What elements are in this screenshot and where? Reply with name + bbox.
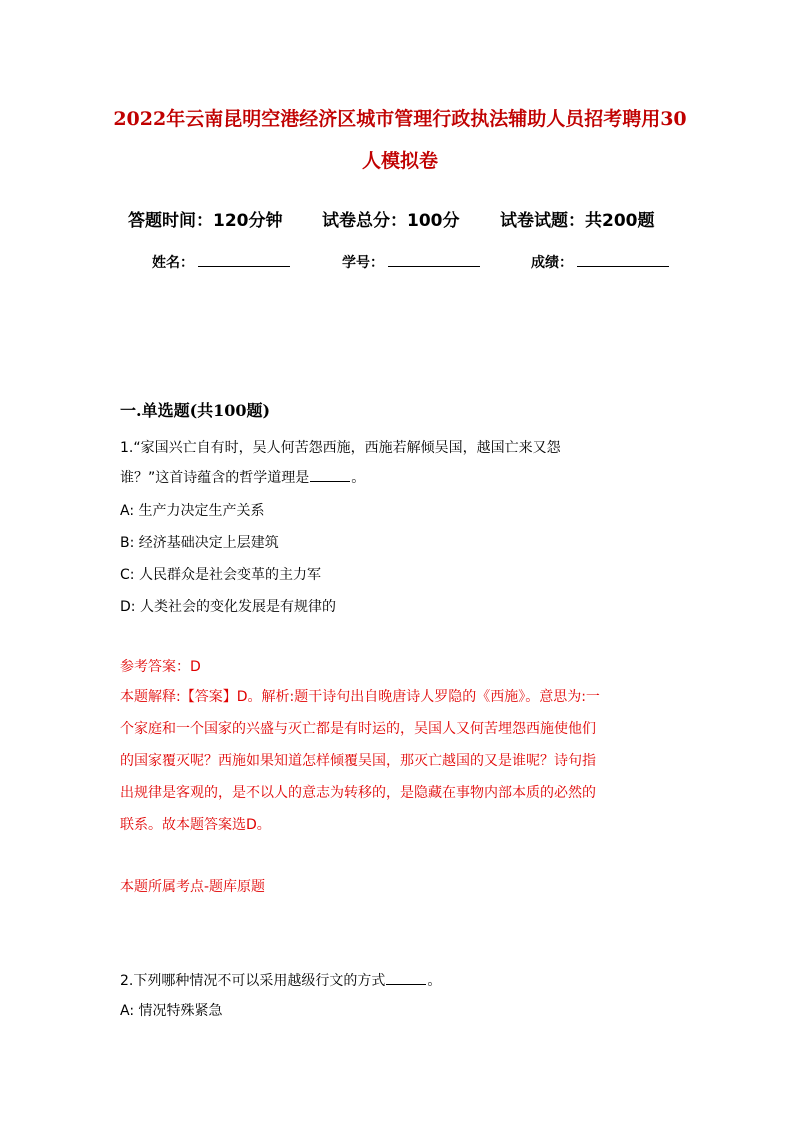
exam-total-score: 试卷总分：100分 — [322, 211, 460, 231]
question-1-topic: 本题所属考点-题库原题 — [120, 879, 266, 895]
question-1-explanation-line2: 个家庭和一个国家的兴盛与灭亡都是有时运的，吴国人又何苦埋怨西施使他们 — [120, 721, 596, 737]
exam-title-line1: 2022年云南昆明空港经济区城市管理行政执法辅助人员招考聘用30 — [113, 108, 687, 130]
question-2-stem-end: 。 — [427, 973, 442, 989]
question-1-stem-line1: 1.“家国兴亡自有时，吴人何苦怨西施，西施若解倾吴国，越国亡来又怨 — [120, 440, 561, 456]
question-1-answer: 参考答案：D — [120, 659, 201, 675]
exam-time: 答题时间：120分钟 — [128, 211, 283, 231]
answer-blank — [310, 467, 350, 482]
question-2-stem — [120, 970, 441, 992]
exam-meta-row — [0, 207, 800, 235]
score-label: 成绩： — [531, 255, 573, 271]
question-1-option-a: A: 生产力决定生产关系 — [120, 503, 265, 519]
question-1-explanation-line1: 本题解释:【答案】D。解析:题干诗句出自晚唐诗人罗隐的《西施》。意思为:一 — [120, 689, 600, 705]
question-1-stem-text: 谁？”这首诗蕴含的哲学道理是 — [120, 470, 310, 486]
question-1-option-c: C: 人民群众是社会变革的主力军 — [120, 567, 321, 583]
student-info-row — [0, 252, 800, 274]
name-label: 姓名： — [152, 255, 194, 271]
question-1-stem-end: 。 — [351, 470, 366, 486]
exam-title-line2: 人模拟卷 — [361, 150, 438, 172]
score-blank — [577, 252, 669, 267]
score-field — [531, 252, 669, 274]
name-blank — [198, 252, 290, 267]
section-title: 一.单选题(共100题) — [120, 401, 271, 420]
student-id-label: 学号： — [342, 255, 384, 271]
question-1-explanation-line3: 的国家覆灭呢？西施如果知道怎样倾覆吴国，那灭亡越国的又是谁呢？诗句指 — [120, 753, 596, 769]
exam-question-count: 试卷试题：共200题 — [500, 211, 655, 231]
question-2-stem-text: 2.下列哪种情况不可以采用越级行文的方式 — [120, 973, 386, 989]
question-1-option-d: D: 人类社会的变化发展是有规律的 — [120, 599, 336, 615]
question-1-stem-line2 — [120, 467, 365, 489]
question-1-explanation-line5: 联系。故本题答案选D。 — [120, 817, 271, 833]
student-id-blank — [388, 252, 480, 267]
student-id-field — [342, 252, 480, 274]
name-field — [152, 252, 290, 274]
answer-blank — [386, 970, 426, 985]
question-1-explanation-line4: 出规律是客观的，是不以人的意志为转移的，是隐藏在事物内部本质的必然的 — [120, 785, 596, 801]
question-2-option-a: A: 情况特殊紧急 — [120, 1003, 223, 1019]
question-1-option-b: B: 经济基础决定上层建筑 — [120, 535, 279, 551]
